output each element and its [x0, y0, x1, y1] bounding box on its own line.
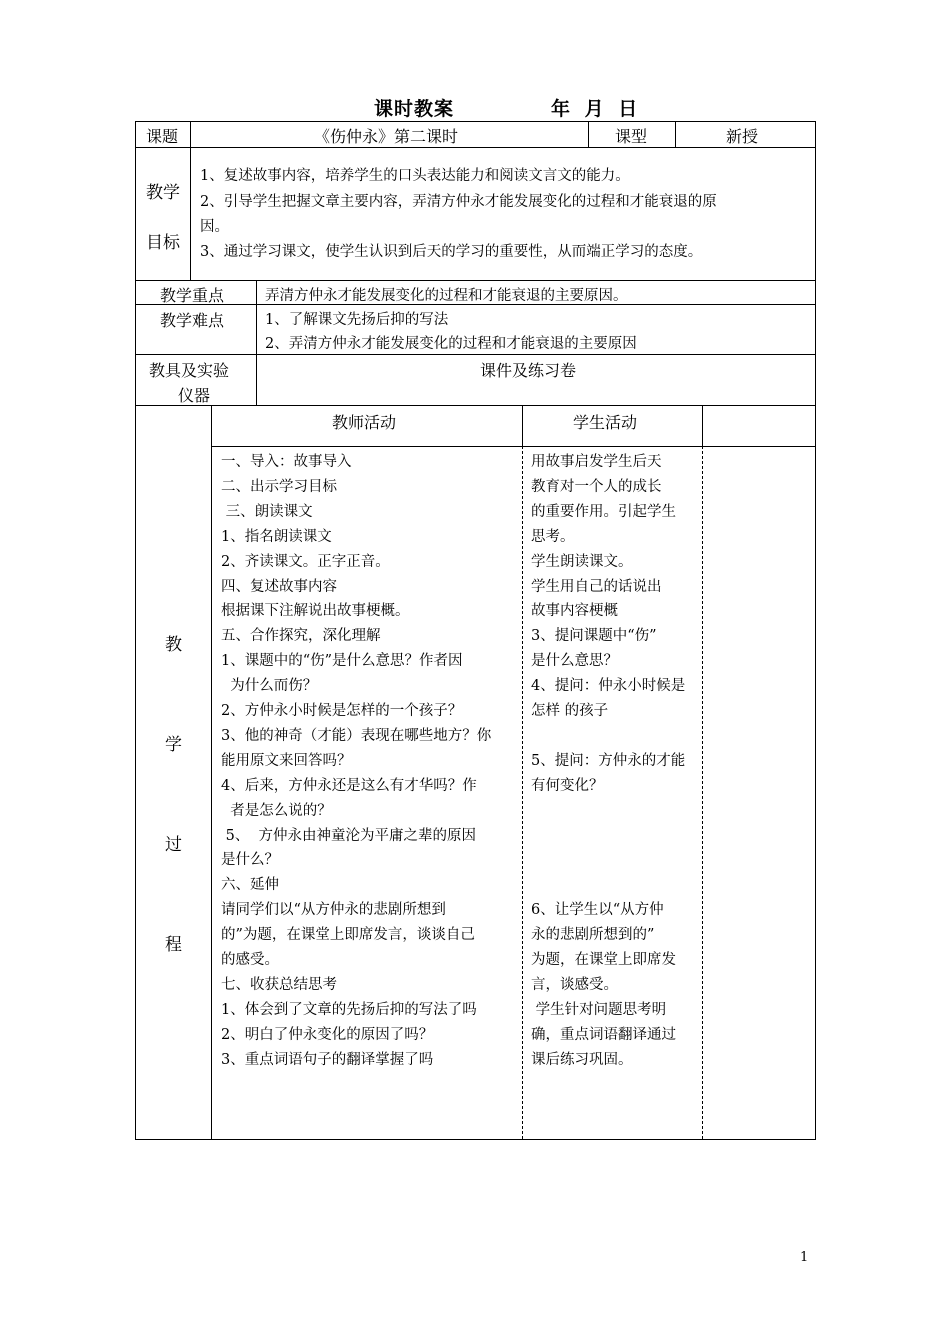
page-number: 1 — [800, 1250, 809, 1265]
objective-line: 3、通过学习课文，使学生认识到后天的学习的重要性，从而端正学习的态度。 — [200, 244, 703, 260]
student-activity-line: 是什么意思？ — [531, 653, 618, 670]
objective-line: 因。 — [200, 219, 229, 235]
row-separator — [135, 354, 816, 355]
teacher-activity-line: 3、他的神奇（才能）表现在哪些地方？你 — [221, 727, 492, 744]
student-activity-line: 5、提问：方仲永的才能 — [531, 752, 686, 769]
student-activity-line: 3、提问课题中“伤” — [531, 628, 657, 645]
process-label-char: 过 — [165, 835, 182, 855]
teacher-activity-line: 2、方仲永小时候是怎样的一个孩子？ — [221, 703, 463, 719]
teacher-activity-line: 二、出示学习目标 — [221, 478, 337, 495]
col-separator — [522, 405, 523, 446]
key-point-label: 教学重点 — [160, 286, 225, 305]
student-activity-line: 故事内容梗概 — [531, 603, 618, 620]
teacher-activity-line: 的”为题，在课堂上即席发言，谈谈自己 — [221, 927, 475, 944]
teacher-activity-line: 是什么？ — [221, 852, 279, 869]
student-activity-line: 学生朗读课文。 — [531, 553, 633, 570]
teacher-activity-line: 1、课题中的“伤”是什么意思？作者因 — [221, 653, 463, 670]
col-separator — [675, 121, 676, 147]
student-activity-line: 课后练习巩固。 — [531, 1051, 633, 1068]
teacher-activity-line: 者是怎么说的？ — [221, 802, 332, 819]
student-activity-line: 的重要作用。引起学生 — [531, 503, 676, 520]
table-right-border — [815, 121, 816, 1139]
col-separator — [190, 147, 191, 280]
student-activity-line: 学生用自己的话说出 — [531, 578, 662, 595]
student-activity-line: 教育对一个人的成长 — [531, 478, 662, 495]
difficulty-line: 1、了解课文先扬后抑的写法 — [265, 312, 449, 328]
teacher-activity-line: 请同学们以“从方仲永的悲剧所想到 — [221, 902, 446, 919]
key-point-value: 弄清方仲永才能发展变化的过程和才能衰退的主要原因。 — [265, 288, 628, 304]
dashed-col-separator — [702, 446, 703, 1139]
table-left-border — [135, 121, 136, 1139]
teacher-activity-line: 1、体会到了文章的先扬后抑的写法了吗 — [221, 1001, 477, 1018]
topic-value: 《伤仲永》第二课时 — [314, 127, 459, 146]
equipment-label-bottom: 仪器 — [178, 386, 211, 405]
teacher-activity-line: 2、明白了仲永变化的原因了吗？ — [221, 1026, 434, 1043]
student-activity-line: 思考。 — [531, 528, 575, 545]
student-activity-line: 为题，在课堂上即席发 — [531, 952, 676, 968]
process-label-char: 教 — [165, 635, 182, 655]
equipment-value: 课件及练习卷 — [480, 361, 577, 380]
student-activity-line: 确，重点词语翻译通过 — [531, 1026, 676, 1043]
teacher-activity-line: 四、复述故事内容 — [221, 578, 337, 595]
lesson-type-label: 课型 — [615, 127, 648, 146]
col-separator — [256, 280, 257, 405]
teacher-activity-header: 教师活动 — [332, 413, 397, 432]
table-top-border — [135, 121, 816, 122]
teacher-activity-line: 七、收获总结思考 — [221, 976, 337, 993]
row-separator — [135, 405, 816, 406]
student-activity-line: 学生针对问题思考明 — [531, 1001, 667, 1018]
teacher-activity-line: 六、延伸 — [221, 877, 279, 894]
teacher-activity-line: 3、重点词语句子的翻译掌握了吗 — [221, 1051, 434, 1068]
teacher-activity-line: 5、 方仲永由神童沦为平庸之辈的原因 — [221, 827, 477, 844]
lesson-plan-title: 课时教案 — [374, 98, 455, 120]
student-activity-line: 言，谈感受。 — [531, 976, 618, 993]
student-activity-line: 用故事启发学生后天 — [531, 454, 662, 470]
teacher-activity-line: 五、合作探究，深化理解 — [221, 628, 381, 645]
row-separator — [135, 147, 816, 148]
teacher-activity-line: 根据课下注解说出故事梗概。 — [221, 603, 410, 620]
equipment-label-top: 教具及实验 — [149, 361, 230, 380]
col-separator — [211, 405, 212, 1139]
date-field: 年 月 日 — [551, 98, 638, 120]
student-activity-line: 6、让学生以“从方仲 — [531, 902, 664, 919]
topic-label: 课题 — [146, 127, 179, 146]
teacher-activity-line: 1、指名朗读课文 — [221, 528, 332, 545]
student-activity-line: 永的悲剧所想到的” — [531, 927, 655, 944]
col-separator — [588, 121, 589, 147]
teacher-activity-line: 4、后来，方仲永还是这么有才华吗？作 — [221, 777, 477, 794]
teacher-activity-line: 一、导入：故事导入 — [221, 454, 352, 470]
objective-line: 2、引导学生把握文章主要内容，弄清方仲永才能发展变化的过程和才能衰退的原 — [200, 194, 717, 210]
col-separator — [190, 121, 191, 147]
difficulty-label: 教学难点 — [160, 311, 225, 330]
teacher-activity-line: 为什么而伤？ — [221, 678, 318, 695]
table-bottom-border — [135, 1139, 816, 1140]
col-separator — [702, 405, 703, 446]
difficulty-line: 2、弄清方仲永才能发展变化的过程和才能衰退的主要原因 — [265, 336, 637, 352]
student-activity-line: 有何变化？ — [531, 777, 604, 794]
row-separator — [135, 280, 816, 281]
process-label-char: 程 — [165, 935, 182, 955]
objectives-label-top: 教学 — [146, 183, 180, 203]
teacher-activity-line: 能用原文来回答吗？ — [221, 752, 352, 769]
process-label-char: 学 — [165, 735, 182, 755]
objective-line: 1、复述故事内容，培养学生的口头表达能力和阅读文言文的能力。 — [200, 168, 630, 184]
teacher-activity-line: 2、齐读课文。正字正音。 — [221, 553, 390, 570]
student-activity-line: 4、提问：仲永小时候是 — [531, 678, 686, 695]
lesson-type-value: 新授 — [726, 127, 759, 146]
teacher-activity-line: 三、朗读课文 — [221, 503, 313, 520]
student-activity-header: 学生活动 — [573, 413, 638, 432]
student-activity-line: 怎样 的孩子 — [531, 703, 609, 719]
objectives-label-bottom: 目标 — [146, 233, 180, 253]
teacher-activity-line: 的感受。 — [221, 952, 279, 968]
row-separator — [211, 446, 816, 447]
dashed-col-separator — [522, 446, 523, 1139]
